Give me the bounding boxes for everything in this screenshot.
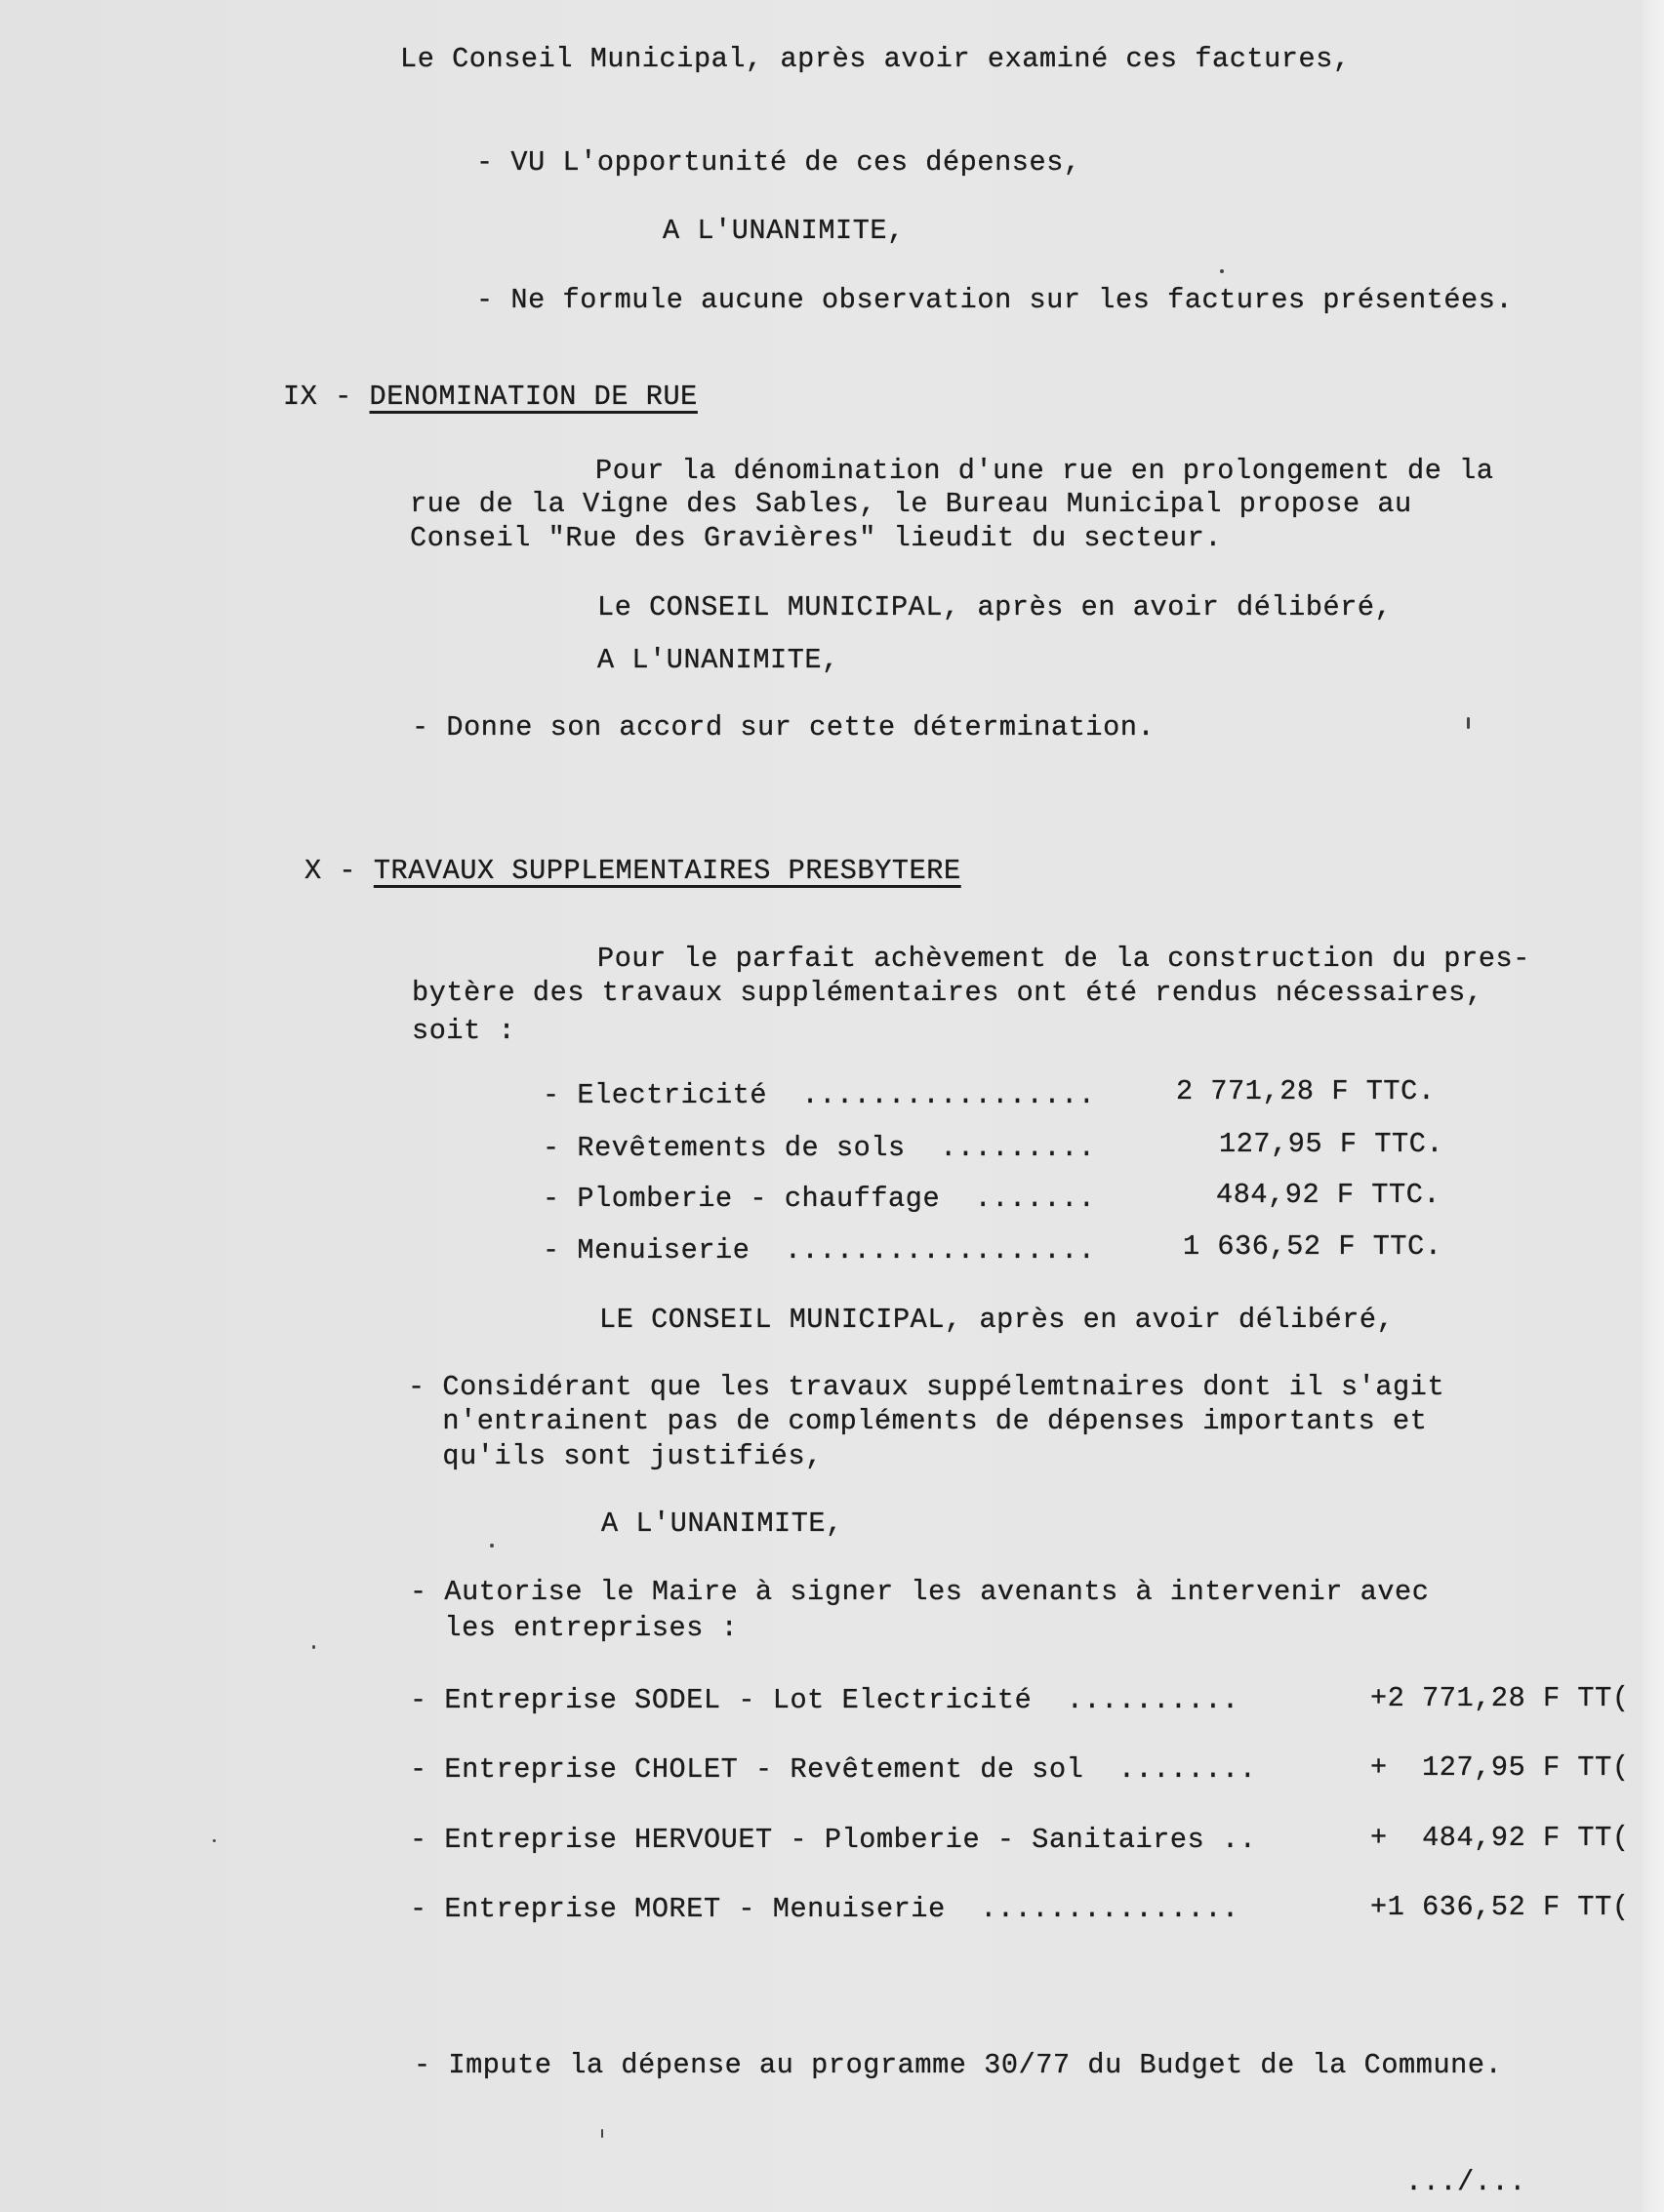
section-ix-decision: - Donne son accord sur cette détermination. [412, 711, 1156, 744]
works-item-label: - Revêtements de sols ......... [543, 1132, 1096, 1164]
autorise-line: les entreprises : [410, 1612, 739, 1644]
considerant-line: n'entrainent pas de compléments de dépenses importants et [408, 1405, 1428, 1437]
contract-amount: +2 771,28 F TT( [1370, 1682, 1630, 1714]
contract-label: - Entreprise SODEL - Lot Electricité .......... [410, 1684, 1239, 1716]
works-item-amount: 1 636,52 F TTC. [1183, 1230, 1442, 1263]
continuation-marker: .../... [1405, 2166, 1526, 2198]
scan-speck [490, 1544, 494, 1548]
contract-amount: + 484,92 F TT( [1370, 1822, 1630, 1854]
contract-label: - Entreprise CHOLET - Revêtement de sol ........ [410, 1753, 1257, 1786]
section-ix-paragraph-line: Conseil "Rue des Gravières" lieudit du secteur. [410, 522, 1223, 554]
works-item-amount: 484,92 F TTC. [1216, 1179, 1441, 1211]
scan-speck [312, 1645, 315, 1649]
page-edge [1643, 0, 1664, 2212]
works-item-label: - Plomberie - chauffage ....... [543, 1183, 1096, 1215]
section-ix-heading [283, 381, 698, 414]
section-x-deliberation: LE CONSEIL MUNICIPAL, après en avoir délibéré, [599, 1304, 1395, 1336]
impute-line: - Impute la dépense au programme 30/77 du Budget de la Commune. [414, 2049, 1503, 2081]
contract-label: - Entreprise MORET - Menuiserie ............... [410, 1893, 1239, 1925]
section-x-heading [304, 855, 961, 888]
intro-line: Le Conseil Municipal, après avoir examiné ces factures, [400, 43, 1351, 75]
intro-unanimite: A L'UNANIMITE, [663, 215, 905, 247]
section-x-paragraph-line: soit : [412, 1015, 516, 1047]
contract-label: - Entreprise HERVOUET - Plomberie - Sanitaires .. [410, 1824, 1257, 1856]
autorise-line: - Autorise le Maire à signer les avenants à intervenir avec [410, 1576, 1430, 1608]
contract-amount: +1 636,52 F TT( [1370, 1891, 1630, 1923]
scan-speck [213, 1839, 216, 1842]
section-x-number: X - [304, 855, 374, 887]
scan-speck [1220, 269, 1224, 273]
section-x-paragraph-line: bytère des travaux supplémentaires ont été rendus nécessaires, [412, 977, 1483, 1009]
section-x-unanimite: A L'UNANIMITE, [601, 1508, 843, 1540]
section-ix-paragraph-line: Pour la dénomination d'une rue en prolongement de la [595, 455, 1494, 487]
considerant-line: qu'ils sont justifiés, [408, 1440, 823, 1472]
works-item-amount: 2 771,28 F TTC. [1176, 1075, 1436, 1107]
scan-speck [601, 2129, 603, 2138]
intro-vu: - VU L'opportunité de ces dépenses, [476, 146, 1081, 179]
works-item-label: - Electricité ................. [543, 1079, 1096, 1111]
section-ix-number: IX - [283, 381, 370, 413]
section-x-paragraph-line: Pour le parfait achèvement de la construction du pres- [597, 943, 1530, 975]
works-item-label: - Menuiserie .................. [543, 1234, 1096, 1267]
considerant-line: - Considérant que les travaux suppélemtnaires dont il s'agit [408, 1371, 1445, 1403]
section-x-title: TRAVAUX SUPPLEMENTAIRES PRESBYTERE [373, 855, 961, 887]
section-ix-paragraph-line: rue de la Vigne des Sables, le Bureau Municipal propose au [410, 488, 1412, 520]
section-ix-title: DENOMINATION DE RUE [369, 381, 698, 413]
scan-speck [1467, 717, 1470, 729]
contract-amount: + 127,95 F TT( [1370, 1751, 1630, 1784]
works-item-amount: 127,95 F TTC. [1219, 1128, 1444, 1160]
section-ix-unanimite: A L'UNANIMITE, [597, 644, 839, 676]
section-ix-deliberation: Le CONSEIL MUNICIPAL, après en avoir délibéré, [597, 591, 1393, 623]
intro-decision: - Ne formule aucune observation sur les factures présentées. [476, 284, 1514, 316]
